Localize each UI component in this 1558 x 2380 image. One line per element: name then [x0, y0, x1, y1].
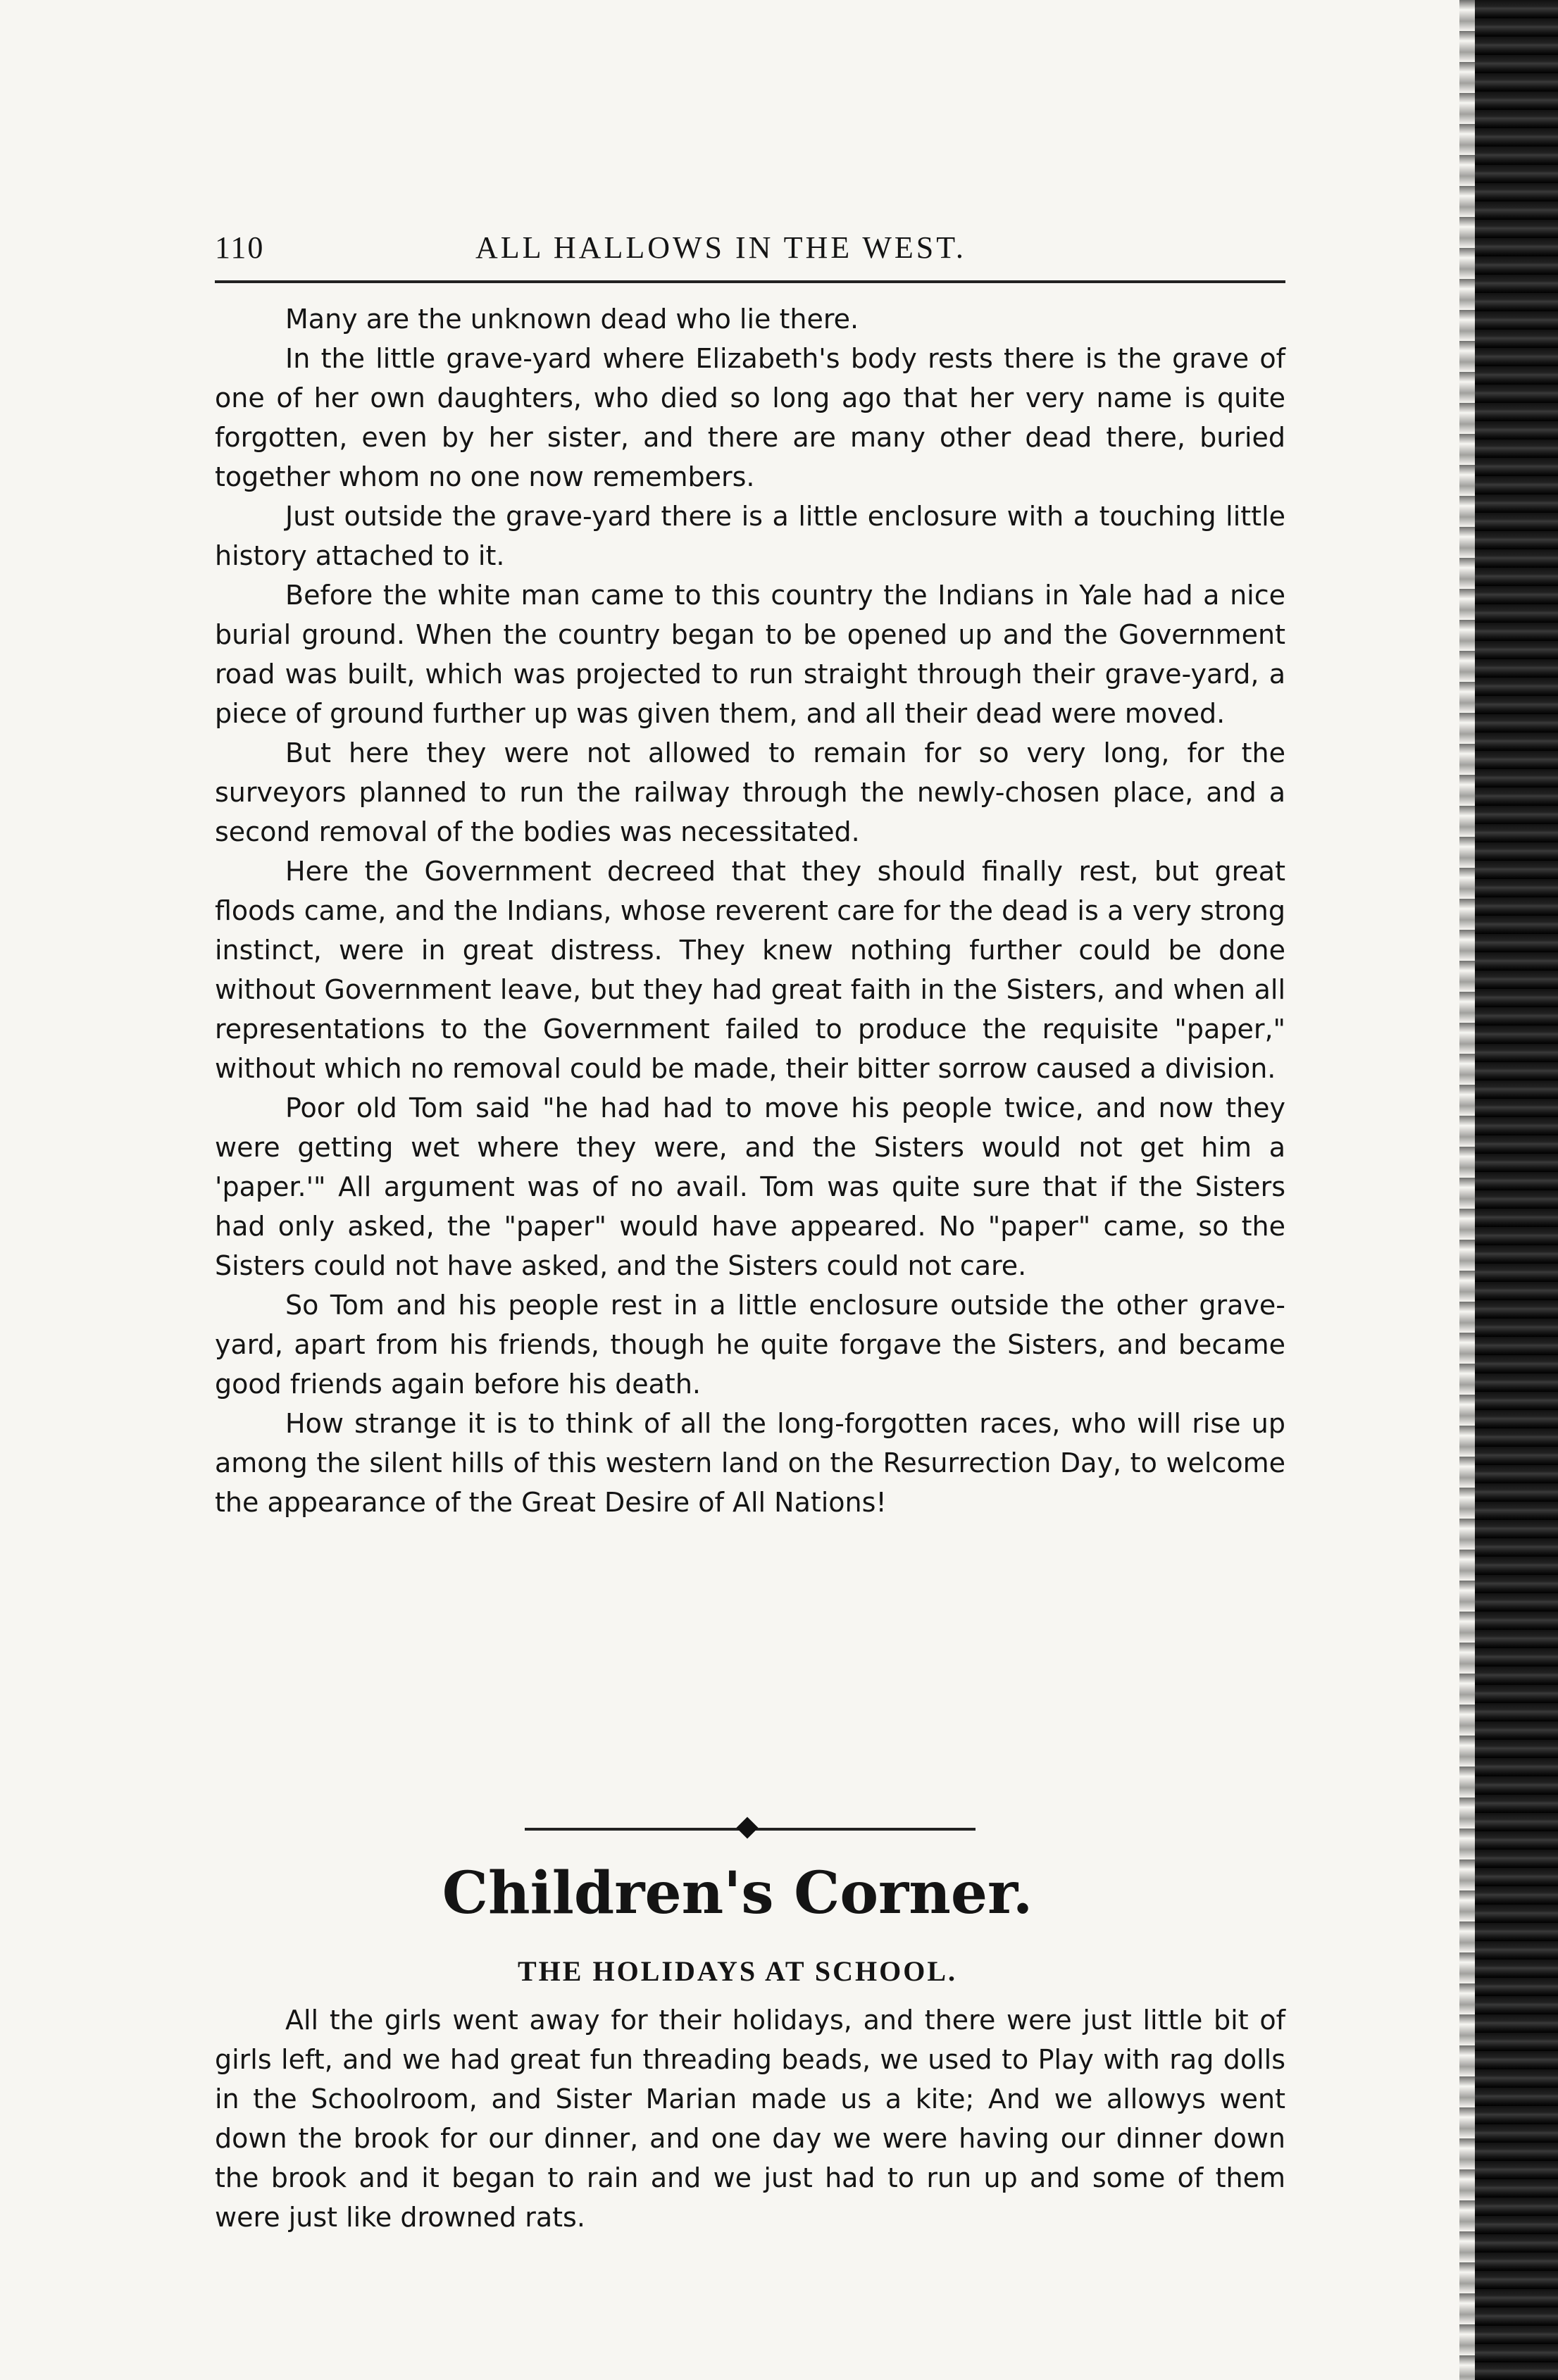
paragraph: How strange it is to think of all the long-forgotten races, who will rise up among the silent hills of this western land on the Resurrection Day, to welcome the appearance of the Great Desire of All Nations!: [215, 1408, 1285, 1518]
paragraph: Just outside the grave-yard there is a little enclosure with a touching little history attached to it.: [215, 501, 1285, 571]
childrens-corner-body: [215, 2000, 1285, 2237]
running-head: ALL HALLOWS IN THE WEST.: [475, 230, 966, 265]
paragraph: Here the Government decreed that they should finally rest, but great floods came, and the Indians, whose reverent care for the dead is a very strong instinct, were in great distress. They knew nothing further could be done without Government leave, but they had great faith in the Sisters, and when all representations to the Government failed to produce the requisite "paper," without which no removal could be made, their bitter sorrow caused a division.: [215, 856, 1285, 1084]
book-binding-edge: [1475, 0, 1558, 2380]
paragraph: Poor old Tom said "he had had to move his people twice, and now they were getting wet where they were, and the Sisters would not get him a 'paper.'" All argument was of no avail. Tom was quite sure that if the Sisters had only asked, the "paper" would have appeared. No "paper" came, so the Sisters could not have asked, and the Sisters could not care.: [215, 1092, 1285, 1281]
paragraph: Before the white man came to this country the Indians in Yale had a nice burial ground. When the country began to be opened up and the Government road was built, which was projected to run straight through their grave-yard, a piece of ground further up was given them, and all their dead were moved.: [215, 580, 1285, 729]
section-subtitle: THE HOLIDAYS AT SCHOOL.: [518, 1955, 957, 1987]
article-body: [215, 299, 1285, 1522]
paragraph: Many are the unknown dead who lie there.: [285, 304, 859, 335]
paragraph: In the little grave-yard where Elizabeth's body rests there is the grave of one of her own daughters, who died so long ago that her very name is quite forgotten, even by her sister, and there are many other dead there, buried together whom no one now remembers.: [215, 343, 1285, 492]
paragraph: But here they were not allowed to remain for so very long, for the surveyors planned to run the railway through the newly-chosen place, and a second removal of the bodies was necessitated.: [215, 737, 1285, 847]
section-title: Children's Corner.: [442, 1859, 1033, 1927]
diamond-ornament-icon: [736, 1817, 758, 1838]
page-number: 110: [215, 230, 265, 265]
page-header: [215, 224, 1285, 283]
paragraph: So Tom and his people rest in a little enclosure outside the other grave-yard, apart from his friends, though he quite forgave the Sisters, and became good friends again before his death.: [215, 1290, 1285, 1400]
paragraph: All the girls went away for their holidays, and there were just little bit of girls left, and we had great fun threading beads, we used to Play with rag dolls in the Schoolroom, and Sister Marian made us a kite; And we allowys went down the brook for our dinner, and one day we were having our dinner down the brook and it began to rain and we just had to run up and some of them were just like drowned rats.: [215, 2005, 1285, 2233]
